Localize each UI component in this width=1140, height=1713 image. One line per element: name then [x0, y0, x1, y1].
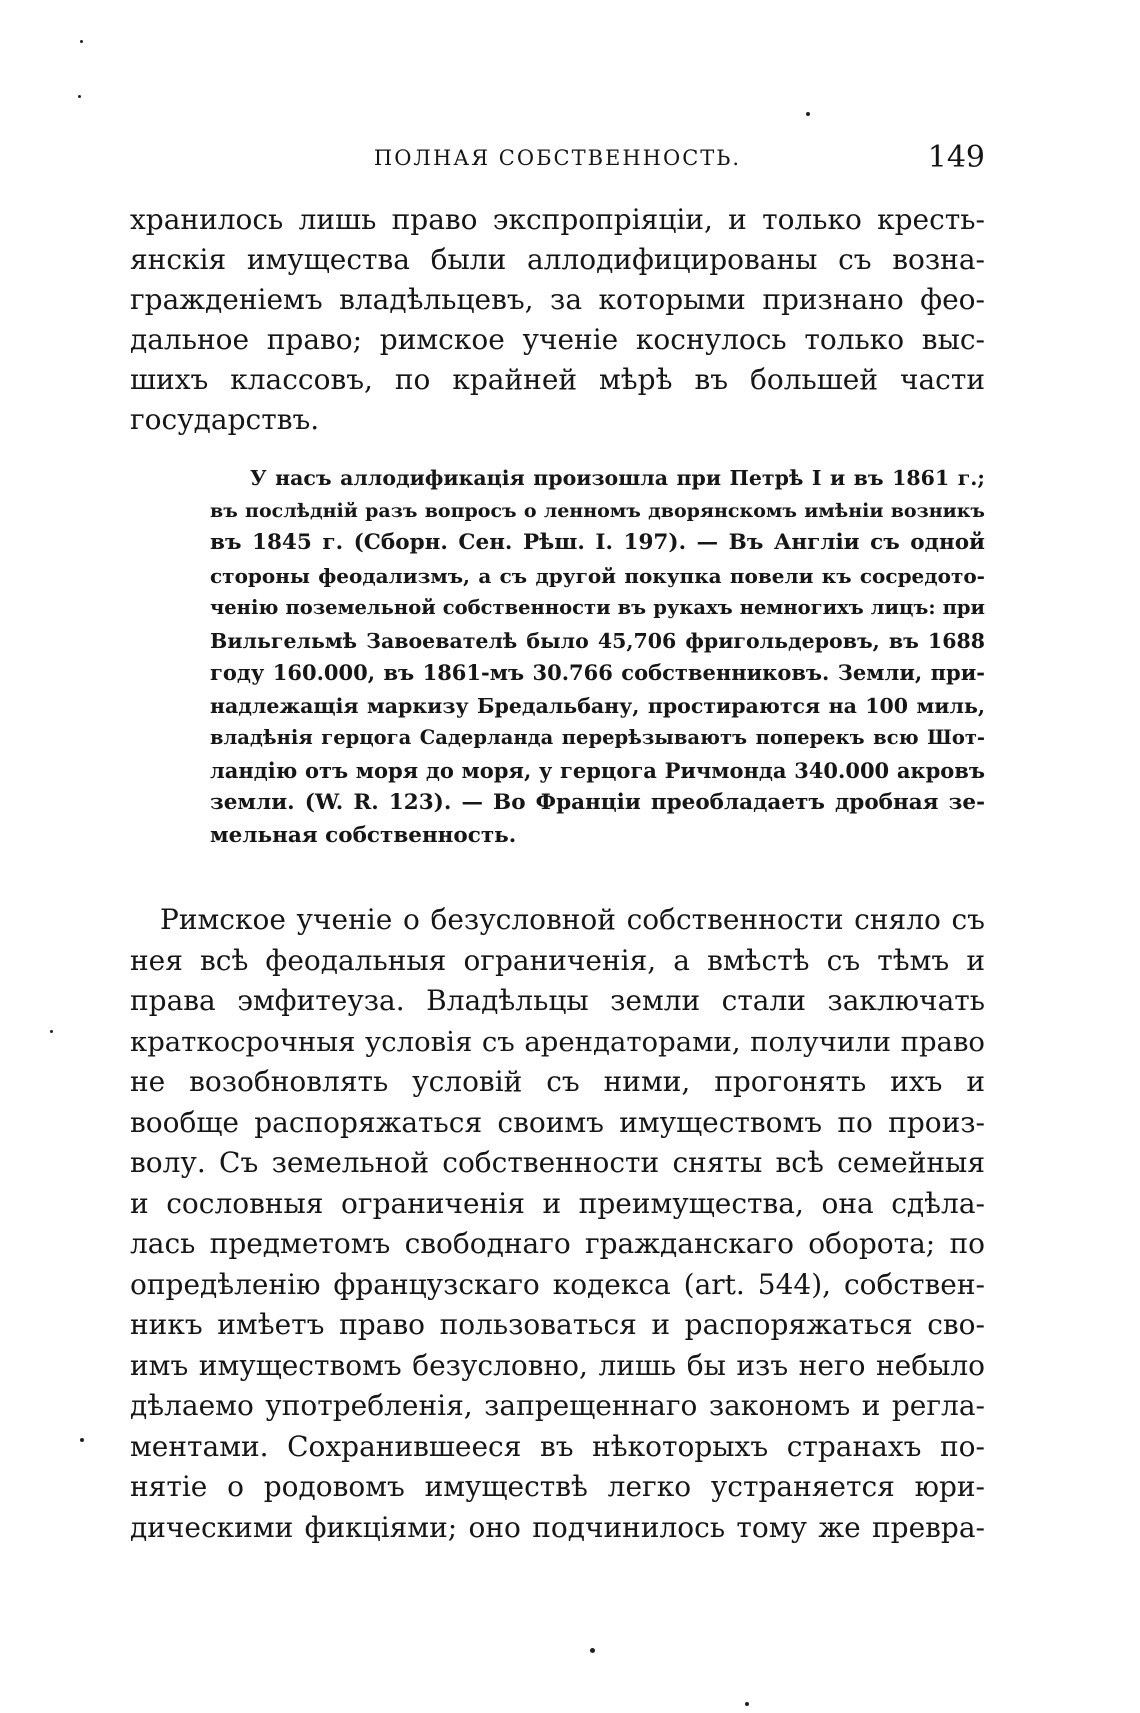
footnote-line: земли. (W. R. 123). — Во Франціи преобладаетъ дробная зе- — [210, 790, 985, 815]
text-line: ментами. Сохранившееся въ нѣкоторыхъ странахъ по- — [130, 1429, 985, 1463]
scan-speck — [590, 1648, 595, 1653]
footnote-line: году 160.000, въ 1861-мъ 30.766 собственниковъ. Земли, при- — [210, 660, 985, 685]
text-line: гражденіемъ владѣльцевъ, за которыми признано фео- — [130, 283, 985, 316]
footnote-block — [210, 462, 985, 852]
text-line: Римское ученіе о безусловной собственности сняло съ — [160, 903, 985, 936]
text-line: хранилось лишь право экспропріяціи, и только кресть- — [130, 203, 985, 236]
text-line: нятіе о родовомъ имуществѣ легко устраняется юри- — [130, 1470, 985, 1503]
paragraph-roman-doctrine — [130, 900, 985, 1548]
scan-speck — [78, 95, 81, 98]
text-line: шихъ классовъ, по крайней мѣрѣ въ большей части — [130, 363, 985, 396]
scan-speck — [745, 1702, 749, 1706]
footnote-line: ландію отъ моря до моря, у герцога Ричмонда 340.000 акровъ — [210, 757, 985, 783]
text-line: дѣлаемо употребленія, запрещеннаго закономъ и регла- — [130, 1389, 985, 1422]
text-line: лась предметомъ свободнаго гражданскаго оборота; по — [130, 1227, 985, 1260]
text-line: вообще распоряжаться своимъ имуществомъ по произ- — [130, 1105, 985, 1139]
paragraph-continuation — [130, 200, 985, 440]
footnote-line: владѣнія герцога Садерланда перерѣзываютъ поперекъ всю Шот- — [210, 726, 985, 749]
text-line: янскія имущества были аллодифицированы съ возна- — [130, 243, 985, 276]
text-line: краткосрочныя условія съ арендаторами, получили право — [130, 1025, 985, 1058]
scan-speck — [806, 112, 810, 116]
text-line: не возобновлять условій съ ними, прогонять ихъ и — [130, 1065, 985, 1098]
text-line: права эмфитеуза. Владѣльцы земли стали заключать — [130, 984, 985, 1017]
footnote-line: въ 1845 г. (Сборн. Сен. Рѣш. I. 197). — Въ Англіи съ одной — [210, 530, 985, 555]
text-line: нея всѣ феодальныя ограниченія, а вмѣстѣ съ тѣмъ и — [130, 943, 985, 977]
text-line: дическими фикціями; оно подчинилось тому же превра- — [130, 1510, 985, 1544]
text-line: имъ имуществомъ безусловно, лишь бы изъ него небыло — [130, 1348, 985, 1382]
text-line: государствъ. — [130, 403, 320, 436]
footnote-line: мельная собственность. — [210, 822, 517, 848]
scan-speck — [80, 1438, 84, 1442]
footnote-line: Вильгельмѣ Завоевателѣ было 45,706 фригольдеровъ, въ 1688 — [210, 628, 985, 653]
page-number: 149 — [927, 140, 985, 175]
text-line: никъ имѣетъ право пользоваться и распоряжаться сво- — [130, 1308, 985, 1341]
footnote-line: стороны феодализмъ, а съ другой покупка повели къ сосредото- — [210, 563, 985, 588]
text-line: волу. Съ земельной собственности сняты всѣ семейныя — [130, 1146, 985, 1179]
running-title: ПОЛНАЯ СОБСТВЕННОСТЬ. — [373, 146, 742, 170]
text-line: дальное право; римское ученіе коснулось только выс- — [130, 323, 985, 356]
text-line: и сословныя ограниченія и преимущества, она сдѣла- — [130, 1186, 985, 1220]
footnote-line: въ послѣдній разъ вопросъ о ленномъ дворянскомъ имѣніи возникъ — [210, 499, 985, 522]
page-header — [130, 138, 985, 182]
scan-speck — [80, 40, 83, 43]
text-line: опредѣленію французскаго кодекса (art. 544), собствен- — [130, 1267, 985, 1301]
footnote-line: ченію поземельной собственности въ рукахъ немногихъ лицъ: при — [210, 596, 985, 619]
footnote-line: У насъ аллодификація произошла при Петрѣ I и въ 1861 г.; — [250, 466, 985, 490]
scan-speck — [50, 1030, 53, 1033]
footnote-line: надлежащія маркизу Бредальбану, простираются на 100 миль, — [210, 693, 985, 718]
